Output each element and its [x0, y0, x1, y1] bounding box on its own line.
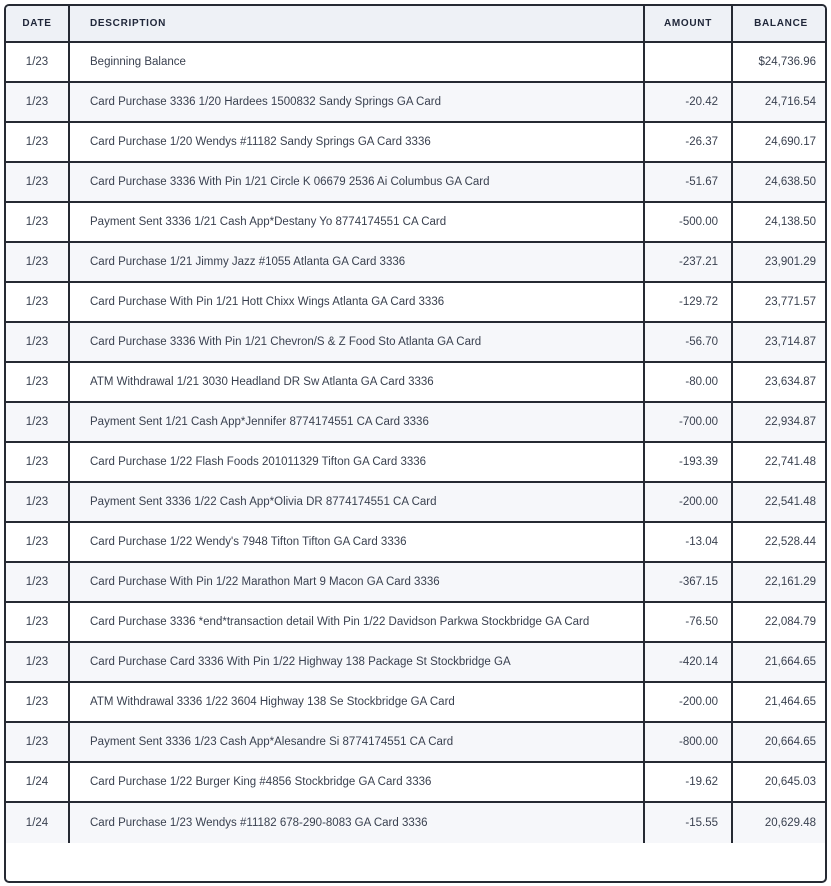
description-cell: Card Purchase With Pin 1/21 Hott Chixx Wings Atlanta GA Card 3336 [70, 283, 645, 323]
balance-cell: 22,161.29 [733, 563, 827, 603]
balance-cell: 21,464.65 [733, 683, 827, 723]
table-row [6, 643, 827, 683]
table-body [6, 43, 827, 843]
balance-cell: 24,638.50 [733, 163, 827, 203]
date-cell: 1/23 [6, 163, 70, 203]
balance-cell: 23,714.87 [733, 323, 827, 363]
description-cell: Card Purchase 1/21 Jimmy Jazz #1055 Atlanta GA Card 3336 [70, 243, 645, 283]
table-row [6, 523, 827, 563]
table-row [6, 603, 827, 643]
date-cell: 1/23 [6, 683, 70, 723]
column-header-balance: BALANCE [733, 6, 827, 43]
table-row [6, 803, 827, 843]
table-row [6, 403, 827, 443]
date-cell: 1/23 [6, 483, 70, 523]
date-cell: 1/23 [6, 123, 70, 163]
date-cell: 1/23 [6, 243, 70, 283]
balance-cell: 20,629.48 [733, 803, 827, 843]
balance-cell: 20,645.03 [733, 763, 827, 803]
description-cell: ATM Withdrawal 1/21 3030 Headland DR Sw Atlanta GA Card 3336 [70, 363, 645, 403]
amount-cell: -367.15 [645, 563, 733, 603]
column-header-date: DATE [6, 6, 70, 43]
amount-cell: -193.39 [645, 443, 733, 483]
transactions-table [4, 4, 827, 883]
date-cell: 1/23 [6, 563, 70, 603]
description-cell: Card Purchase 3336 *end*transaction detail With Pin 1/22 Davidson Parkwa Stockbridge GA Card [70, 603, 645, 643]
table-row [6, 483, 827, 523]
balance-cell: 22,528.44 [733, 523, 827, 563]
amount-cell: -20.42 [645, 83, 733, 123]
amount-cell [645, 43, 733, 83]
date-cell: 1/23 [6, 643, 70, 683]
balance-cell: 22,541.48 [733, 483, 827, 523]
amount-cell: -800.00 [645, 723, 733, 763]
amount-cell: -700.00 [645, 403, 733, 443]
date-cell: 1/23 [6, 43, 70, 83]
table-row [6, 83, 827, 123]
description-cell: Card Purchase 1/20 Wendys #11182 Sandy Springs GA Card 3336 [70, 123, 645, 163]
date-cell: 1/23 [6, 403, 70, 443]
date-cell: 1/23 [6, 203, 70, 243]
table-row [6, 323, 827, 363]
description-cell: Card Purchase 3336 1/20 Hardees 1500832 Sandy Springs GA Card [70, 83, 645, 123]
date-cell: 1/23 [6, 523, 70, 563]
date-cell: 1/23 [6, 283, 70, 323]
amount-cell: -26.37 [645, 123, 733, 163]
amount-cell: -500.00 [645, 203, 733, 243]
table-row [6, 283, 827, 323]
table-row [6, 683, 827, 723]
column-header-amount: AMOUNT [645, 6, 733, 43]
balance-cell: 24,138.50 [733, 203, 827, 243]
description-cell: Card Purchase 1/22 Burger King #4856 Stockbridge GA Card 3336 [70, 763, 645, 803]
description-cell: Card Purchase Card 3336 With Pin 1/22 Highway 138 Package St Stockbridge GA [70, 643, 645, 683]
description-cell: Beginning Balance [70, 43, 645, 83]
date-cell: 1/23 [6, 443, 70, 483]
description-cell: Card Purchase 1/22 Flash Foods 201011329 Tifton GA Card 3336 [70, 443, 645, 483]
amount-cell: -56.70 [645, 323, 733, 363]
table-header-row [6, 6, 827, 43]
table-row [6, 243, 827, 283]
table-row [6, 443, 827, 483]
balance-cell: 23,901.29 [733, 243, 827, 283]
amount-cell: -129.72 [645, 283, 733, 323]
date-cell: 1/24 [6, 763, 70, 803]
description-cell: Card Purchase With Pin 1/22 Marathon Mart 9 Macon GA Card 3336 [70, 563, 645, 603]
date-cell: 1/23 [6, 363, 70, 403]
amount-cell: -76.50 [645, 603, 733, 643]
statement-table [6, 6, 827, 843]
table-row [6, 43, 827, 83]
description-cell: Card Purchase 3336 With Pin 1/21 Chevron/S & Z Food Sto Atlanta GA Card [70, 323, 645, 363]
table-header [6, 6, 827, 43]
amount-cell: -51.67 [645, 163, 733, 203]
balance-cell: 22,934.87 [733, 403, 827, 443]
date-cell: 1/23 [6, 603, 70, 643]
balance-cell: 23,771.57 [733, 283, 827, 323]
description-cell: Card Purchase 3336 With Pin 1/21 Circle K 06679 2536 Ai Columbus GA Card [70, 163, 645, 203]
balance-cell: 22,084.79 [733, 603, 827, 643]
date-cell: 1/24 [6, 803, 70, 843]
amount-cell: -200.00 [645, 483, 733, 523]
amount-cell: -200.00 [645, 683, 733, 723]
table-row [6, 723, 827, 763]
table-row [6, 363, 827, 403]
amount-cell: -420.14 [645, 643, 733, 683]
date-cell: 1/23 [6, 323, 70, 363]
amount-cell: -13.04 [645, 523, 733, 563]
balance-cell: 24,690.17 [733, 123, 827, 163]
description-cell: Payment Sent 3336 1/22 Cash App*Olivia DR 8774174551 CA Card [70, 483, 645, 523]
balance-cell: 22,741.48 [733, 443, 827, 483]
description-cell: Payment Sent 3336 1/21 Cash App*Destany Yo 8774174551 CA Card [70, 203, 645, 243]
date-cell: 1/23 [6, 723, 70, 763]
date-cell: 1/23 [6, 83, 70, 123]
description-cell: Payment Sent 1/21 Cash App*Jennifer 8774174551 CA Card 3336 [70, 403, 645, 443]
balance-cell: $24,736.96 [733, 43, 827, 83]
table-row [6, 563, 827, 603]
balance-cell: 21,664.65 [733, 643, 827, 683]
balance-cell: 20,664.65 [733, 723, 827, 763]
table-row [6, 203, 827, 243]
amount-cell: -15.55 [645, 803, 733, 843]
amount-cell: -80.00 [645, 363, 733, 403]
table-row [6, 123, 827, 163]
table-row [6, 763, 827, 803]
description-cell: Card Purchase 1/22 Wendy's 7948 Tifton Tifton GA Card 3336 [70, 523, 645, 563]
table-row [6, 163, 827, 203]
balance-cell: 24,716.54 [733, 83, 827, 123]
amount-cell: -19.62 [645, 763, 733, 803]
column-header-description: DESCRIPTION [70, 6, 645, 43]
description-cell: ATM Withdrawal 3336 1/22 3604 Highway 138 Se Stockbridge GA Card [70, 683, 645, 723]
amount-cell: -237.21 [645, 243, 733, 283]
description-cell: Payment Sent 3336 1/23 Cash App*Alesandre Si 8774174551 CA Card [70, 723, 645, 763]
description-cell: Card Purchase 1/23 Wendys #11182 678-290-8083 GA Card 3336 [70, 803, 645, 843]
balance-cell: 23,634.87 [733, 363, 827, 403]
